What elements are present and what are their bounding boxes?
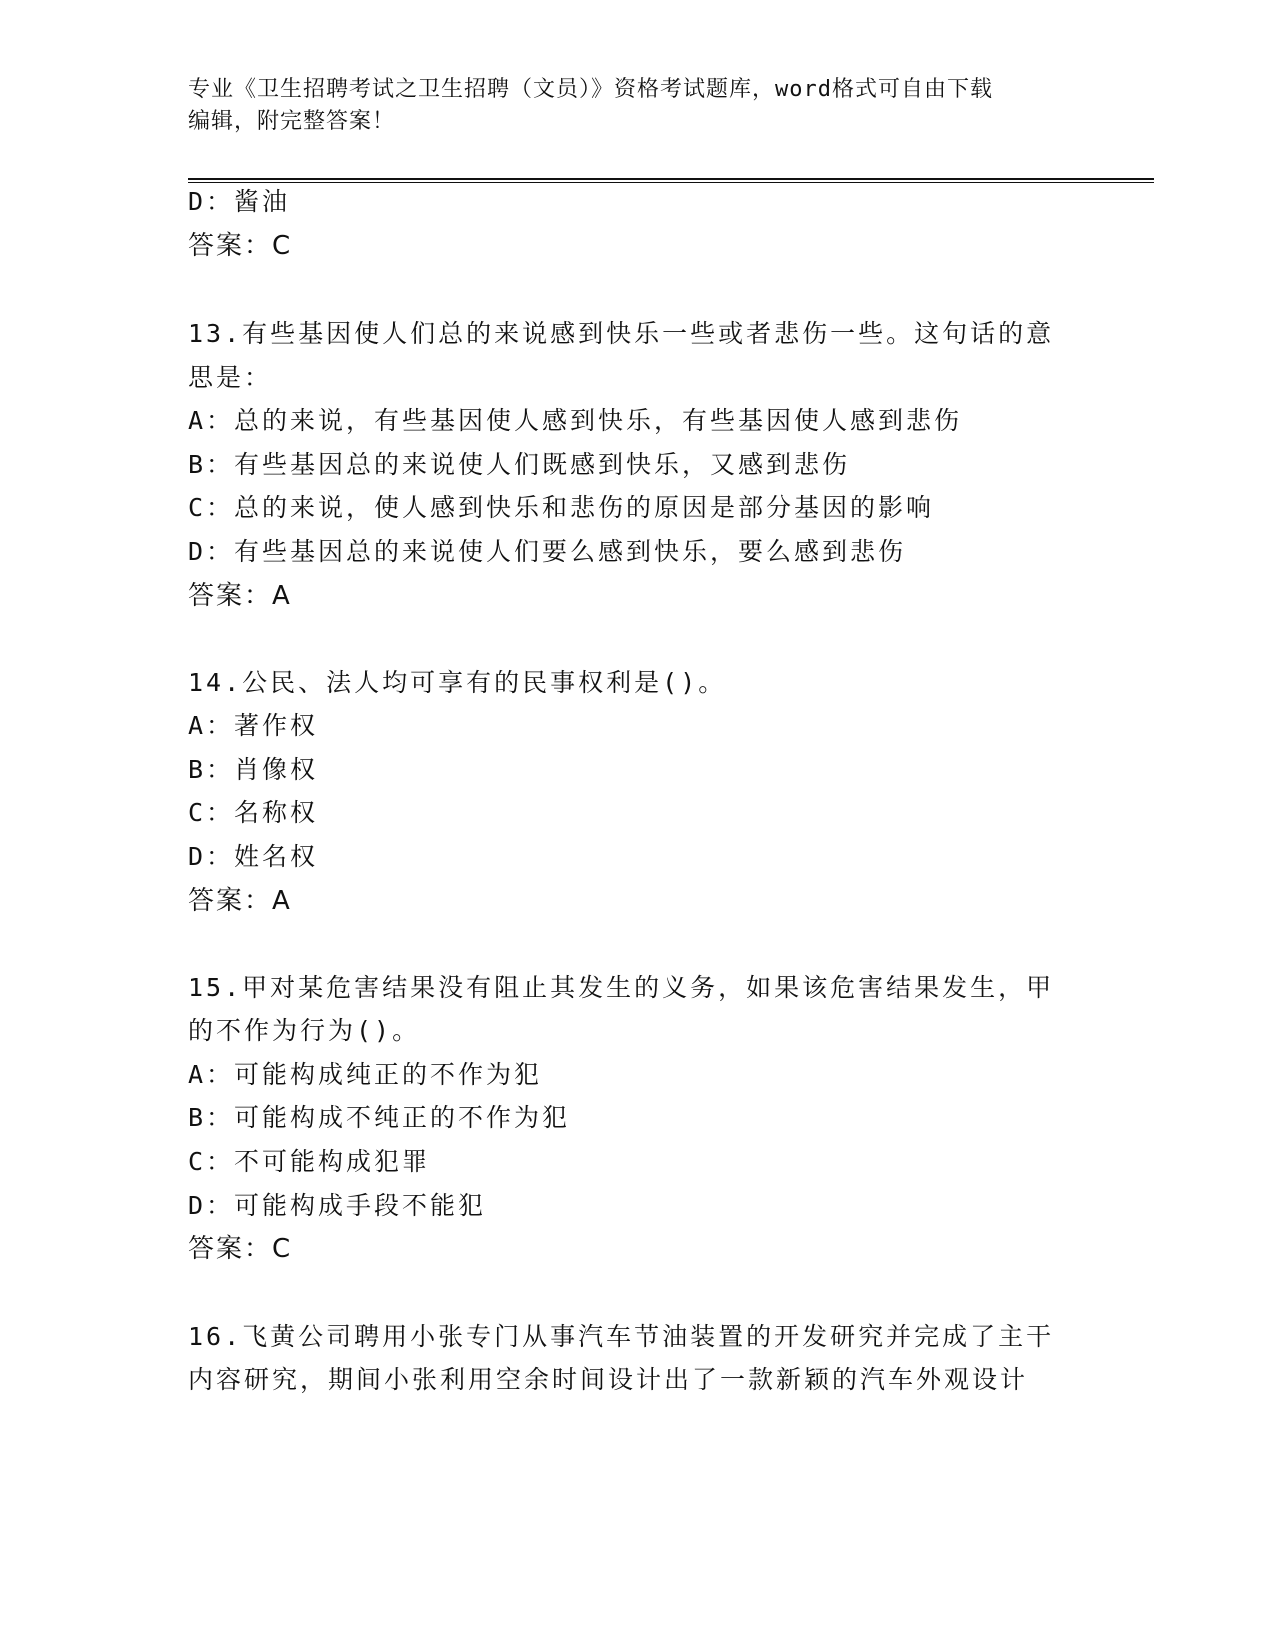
q13-option-b: B：有些基因总的来说使人们既感到快乐，又感到悲伤: [188, 450, 851, 479]
prev-option-d: D：酱油: [188, 187, 291, 216]
q13-option-c: C：总的来说，使人感到快乐和悲伤的原因是部分基因的影响: [188, 493, 935, 522]
q14-option-d: D：姓名权: [188, 842, 319, 871]
q13-option-d: D：有些基因总的来说使人们要么感到快乐，要么感到悲伤: [188, 537, 907, 566]
q13-answer: 答案：A: [188, 581, 292, 611]
q15-option-a: A：可能构成纯正的不作为犯: [188, 1060, 543, 1089]
q15-option-d: D：可能构成手段不能犯: [188, 1191, 487, 1220]
q14-option-b: B：肖像权: [188, 755, 319, 784]
page-header: [188, 74, 1088, 138]
q14-option-a: A：著作权: [188, 711, 319, 740]
header-title-line-2: 编辑，附完整答案！: [188, 109, 396, 134]
q14-stem-line-1: 14.公民、法人均可享有的民事权利是()。: [188, 668, 727, 697]
header-divider: [188, 178, 1154, 183]
q15-option-b: B：可能构成不纯正的不作为犯: [188, 1103, 571, 1132]
q15-option-c: C：不可能构成犯罪: [188, 1147, 431, 1176]
q14-answer: 答案：A: [188, 886, 292, 916]
q15-stem-line-2: 的不作为行为()。: [188, 1016, 421, 1045]
q16-stem-line-2: 内容研究，期间小张利用空余时间设计出了一款新颖的汽车外观设计: [188, 1365, 1029, 1394]
header-title-line-1: 专业《卫生招聘考试之卫生招聘（文员）》资格考试题库，word格式可自由下载: [188, 77, 993, 102]
q13-option-a: A：总的来说，有些基因使人感到快乐，有些基因使人感到悲伤: [188, 406, 963, 435]
q13-stem-line-1: 13.有些基因使人们总的来说感到快乐一些或者悲伤一些。这句话的意: [188, 319, 1055, 348]
q15-answer: 答案：C: [188, 1234, 293, 1264]
prev-answer: 答案：C: [188, 231, 293, 261]
q14-option-c: C：名称权: [188, 798, 319, 827]
q15-stem-line-1: 15.甲对某危害结果没有阻止其发生的义务，如果该危害结果发生，甲: [188, 973, 1055, 1002]
q13-stem-line-2: 思是：: [188, 363, 273, 392]
q16-stem-line-1: 16.飞黄公司聘用小张专门从事汽车节油装置的开发研究并完成了主干: [188, 1322, 1055, 1351]
